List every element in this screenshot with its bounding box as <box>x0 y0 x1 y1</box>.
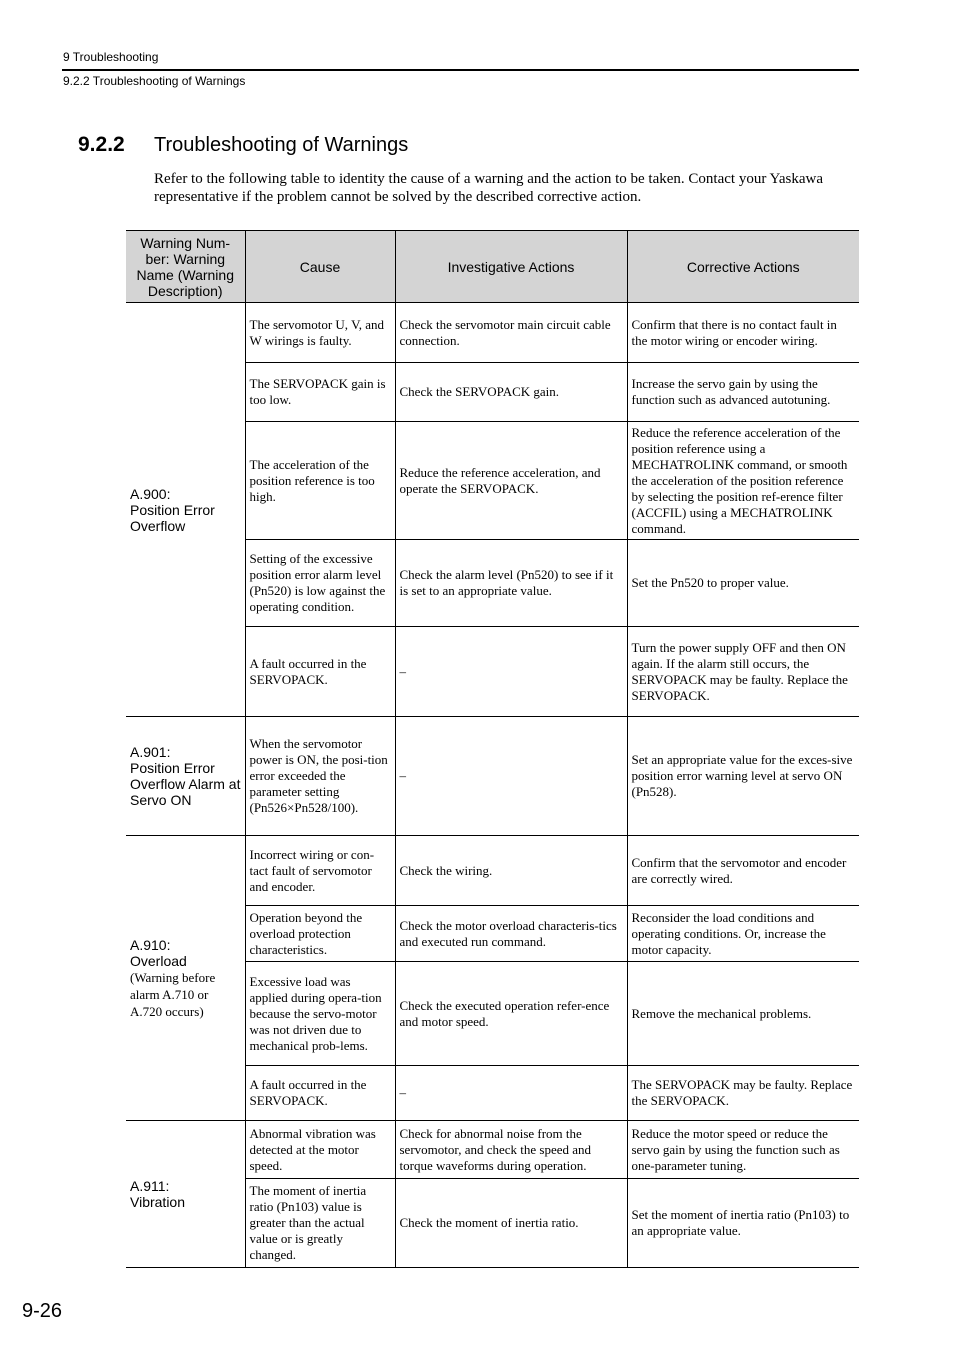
section-number: 9.2.2 <box>78 133 125 156</box>
running-header-section: 9.2.2 Troubleshooting of Warnings <box>63 74 246 88</box>
investigate-cell: Check the executed operation refer-ence and motor speed. <box>395 962 627 1066</box>
correct-cell: Confirm that there is no contact fault in the motor wiring or encoder wiring. <box>627 303 859 363</box>
cause-cell: Operation beyond the overload protection characteristics. <box>245 906 395 962</box>
cause-cell: A fault occurred in the SERVOPACK. <box>245 1066 395 1121</box>
investigate-cell: Check the alarm level (Pn520) to see if it is set to an appropriate value. <box>395 540 627 627</box>
investigate-cell: Check the moment of inertia ratio. <box>395 1179 627 1268</box>
table-header-row <box>126 231 859 303</box>
table-row <box>126 717 859 836</box>
cause-cell: The acceleration of the position reference is too high. <box>245 422 395 540</box>
warning-cell <box>126 1121 245 1268</box>
header-rule <box>62 69 859 71</box>
warning-code: A.910: <box>130 936 171 953</box>
warning-cell <box>126 717 245 836</box>
cause-cell: When the servomotor power is ON, the posi-tion error exceeded the parameter setting (Pn526×Pn528/100). <box>245 717 395 836</box>
correct-cell: Set the moment of inertia ratio (Pn103) to an appropriate value. <box>627 1179 859 1268</box>
correct-cell: Set an appropriate value for the exces-sive position error warning level at servo ON (Pn528). <box>627 717 859 836</box>
warning-code: A.911: <box>130 1178 170 1194</box>
cause-cell: The moment of inertia ratio (Pn103) value is greater than the actual value or is greatly changed. <box>245 1179 395 1268</box>
warning-name: Position Error Overflow Alarm at Servo ON <box>130 760 241 808</box>
correct-cell: Remove the mechanical problems. <box>627 962 859 1066</box>
header-investigative: Investigative Actions <box>395 231 627 303</box>
correct-cell: Reconsider the load conditions and operating conditions. Or, increase the motor capacity. <box>627 906 859 962</box>
cause-cell: Incorrect wiring or con-tact fault of servomotor and encoder. <box>245 836 395 906</box>
header-warning: Warning Num-ber: Warning Name (Warning Description) <box>126 231 245 303</box>
investigate-cell: – <box>395 1066 627 1121</box>
correct-cell: The SERVOPACK may be faulty. Replace the SERVOPACK. <box>627 1066 859 1121</box>
warning-cell <box>126 836 245 1121</box>
investigate-cell: – <box>395 627 627 717</box>
warnings-table <box>126 230 859 1268</box>
cause-cell: The servomotor U, V, and W wirings is faulty. <box>245 303 395 363</box>
investigate-cell: Check the motor overload characteris-tics and executed run command. <box>395 906 627 962</box>
header-corrective: Corrective Actions <box>627 231 859 303</box>
intro-paragraph: Refer to the following table to identity the cause of a warning and the action to be taken. Contact your Yaskawa representative if the problem cannot be solved by the described corrective action. <box>154 171 823 205</box>
running-header-chapter: 9 Troubleshooting <box>63 50 159 64</box>
cause-cell: Excessive load was applied during opera-tion because the servo-motor was not driven due to mechanical prob-lems. <box>245 962 395 1066</box>
cause-cell: The SERVOPACK gain is too low. <box>245 363 395 422</box>
correct-cell: Set the Pn520 to proper value. <box>627 540 859 627</box>
warning-note: (Warning before alarm A.710 or A.720 occurs) <box>130 969 216 1019</box>
warning-name: Position Error Overflow <box>130 501 215 534</box>
header-cause: Cause <box>245 231 395 303</box>
investigate-cell: Check the SERVOPACK gain. <box>395 363 627 422</box>
correct-cell: Reduce the motor speed or reduce the servo gain by using the function such as one-parameter tuning. <box>627 1121 859 1179</box>
correct-cell: Turn the power supply OFF and then ON again. If the alarm still occurs, the SERVOPACK may be faulty. Replace the SERVOPACK. <box>627 627 859 717</box>
investigate-cell: Reduce the reference acceleration, and operate the SERVOPACK. <box>395 422 627 540</box>
warning-name: Vibration <box>130 1194 186 1210</box>
warning-cell <box>126 303 245 717</box>
warning-name: Overload <box>130 952 187 969</box>
section-title: Troubleshooting of Warnings <box>154 134 409 156</box>
correct-cell: Increase the servo gain by using the function such as advanced autotuning. <box>627 363 859 422</box>
correct-cell: Reduce the reference acceleration of the position reference using a MECHATROLINK command, or smooth the acceleration of the position reference by selecting the position ref-erence filter (ACCFIL) using a MECHATROLINK command. <box>627 422 859 540</box>
investigate-cell: Check the servomotor main circuit cable connection. <box>395 303 627 363</box>
warning-code: A.900: <box>130 485 171 502</box>
investigate-cell: Check for abnormal noise from the servomotor, and check the speed and torque waveforms during operation. <box>395 1121 627 1179</box>
warning-code: A.901: <box>130 744 171 760</box>
investigate-cell: – <box>395 717 627 836</box>
cause-cell: Setting of the excessive position error alarm level (Pn520) is low against the operating condition. <box>245 540 395 627</box>
table-row <box>126 1121 859 1179</box>
cause-cell: A fault occurred in the SERVOPACK. <box>245 627 395 717</box>
table-row <box>126 836 859 906</box>
table-row <box>126 303 859 363</box>
cause-cell: Abnormal vibration was detected at the motor speed. <box>245 1121 395 1179</box>
page-number: 9-26 <box>22 1300 63 1322</box>
correct-cell: Confirm that the servomotor and encoder are correctly wired. <box>627 836 859 906</box>
investigate-cell: Check the wiring. <box>395 836 627 906</box>
